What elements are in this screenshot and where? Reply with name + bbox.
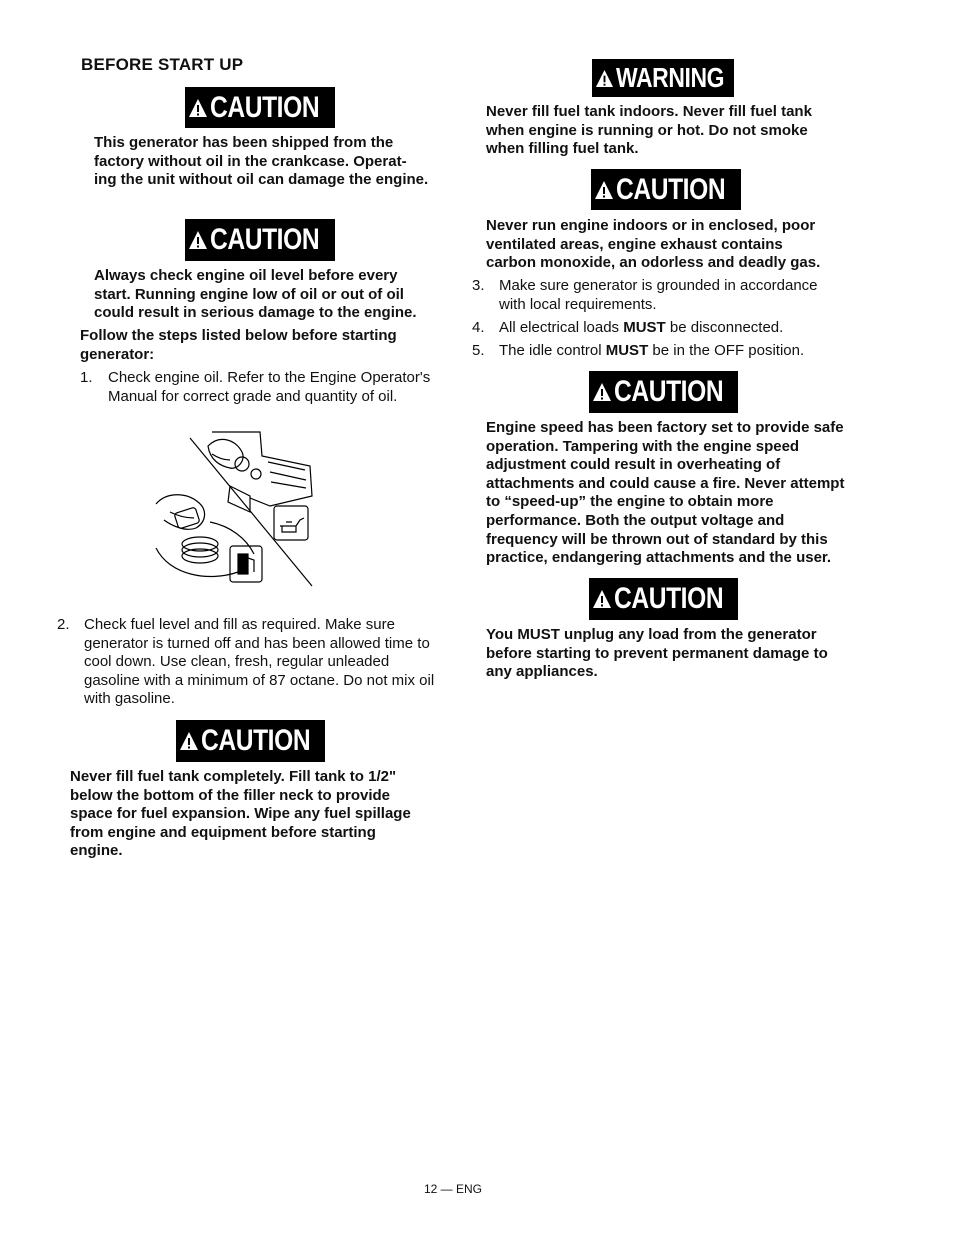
step-number: 4. xyxy=(472,319,485,336)
step-text: All electrical loads MUST be disconnected. xyxy=(499,319,784,336)
step-text: Make sure generator is grounded in accordance with local requirements. xyxy=(499,277,818,313)
warning-triangle-icon xyxy=(592,382,612,402)
warning-triangle-icon xyxy=(594,180,614,200)
step-number: 3. xyxy=(472,277,485,294)
warning-label: WARNING xyxy=(616,62,725,93)
step-5 xyxy=(472,342,837,362)
step-number: 1. xyxy=(80,369,93,386)
section-heading: BEFORE START UP xyxy=(81,55,244,74)
caution-text-1: This generator has been shipped from the factory without oil in the crankcase. Operat- ing the unit without oil can damage the engine. xyxy=(94,134,429,189)
caution-label: CAUTION xyxy=(614,375,724,408)
caution-banner-1 xyxy=(185,87,335,128)
caution-text-3: Never fill fuel tank completely. Fill tank to 1/2" below the bottom of the filler neck to provide space for fuel expansion. Wipe any fuel spillage from engine and equipment before starting engine. xyxy=(70,768,411,860)
caution-text-2: Always check engine oil level before every start. Running engine low of oil or out of oil could result in serious damage to the engine. xyxy=(94,267,417,322)
caution-label: CAUTION xyxy=(616,172,726,206)
page-footer: 12 — ENG xyxy=(424,1182,483,1196)
step-number: 2. xyxy=(57,616,70,633)
step-4 xyxy=(472,319,837,339)
caution-banner-6 xyxy=(589,578,738,620)
caution-banner-5 xyxy=(589,371,738,413)
warning-triangle-icon xyxy=(188,230,208,250)
caution-label: CAUTION xyxy=(210,223,320,256)
caution-text-6: You MUST unplug any load from the generator before starting to prevent permanent damage to any appliances. xyxy=(486,626,828,681)
warning-text: Never fill fuel tank indoors. Never fill fuel tank when engine is running or hot. Do not smoke when filling fuel tank. xyxy=(486,103,812,158)
step-text: The idle control MUST be in the OFF position. xyxy=(499,342,805,359)
caution-text-4: Never run engine indoors or in enclosed, poor ventilated areas, engine exhaust contains carbon monoxide, an odorless and deadly gas. xyxy=(486,217,821,272)
steps-intro: Follow the steps listed below before starting generator: xyxy=(80,327,397,363)
step-3 xyxy=(472,277,837,317)
step-1 xyxy=(80,369,445,409)
step-2 xyxy=(57,616,442,711)
step-text: Check fuel level and fill as required. Make sure generator is turned off and has been allowed time to cool down. Use clean, fresh, regular unleaded gasoline with a minimum of 87 octane. Do not mix oil with gasoline. xyxy=(84,616,435,708)
warning-triangle-icon xyxy=(188,98,208,118)
caution-label: CAUTION xyxy=(201,724,311,757)
warning-triangle-icon xyxy=(595,69,614,88)
caution-banner-4 xyxy=(591,169,741,210)
warning-triangle-icon xyxy=(179,731,199,751)
engine-oil-fill-illustration xyxy=(150,426,320,588)
warning-triangle-icon xyxy=(592,589,612,609)
caution-text-5: Engine speed has been factory set to provide safe operation. Tampering with the engine speed adjustment could result in overheating of attachments and could cause a fire. Never attempt to “speed-up” the engine to obtain more performance. Both the output voltage and frequency will be thrown out of standard by this practice, endangering attachments and the user. xyxy=(486,419,845,567)
step-number: 5. xyxy=(472,342,485,359)
oil-can-icon xyxy=(274,506,308,540)
caution-banner-2 xyxy=(185,219,335,261)
caution-label: CAUTION xyxy=(210,90,320,124)
caution-banner-3 xyxy=(176,720,325,762)
warning-banner xyxy=(592,59,734,97)
caution-label: CAUTION xyxy=(614,582,724,615)
step-text: Check engine oil. Refer to the Engine Operator's Manual for correct grade and quantity of oil. xyxy=(108,369,431,405)
